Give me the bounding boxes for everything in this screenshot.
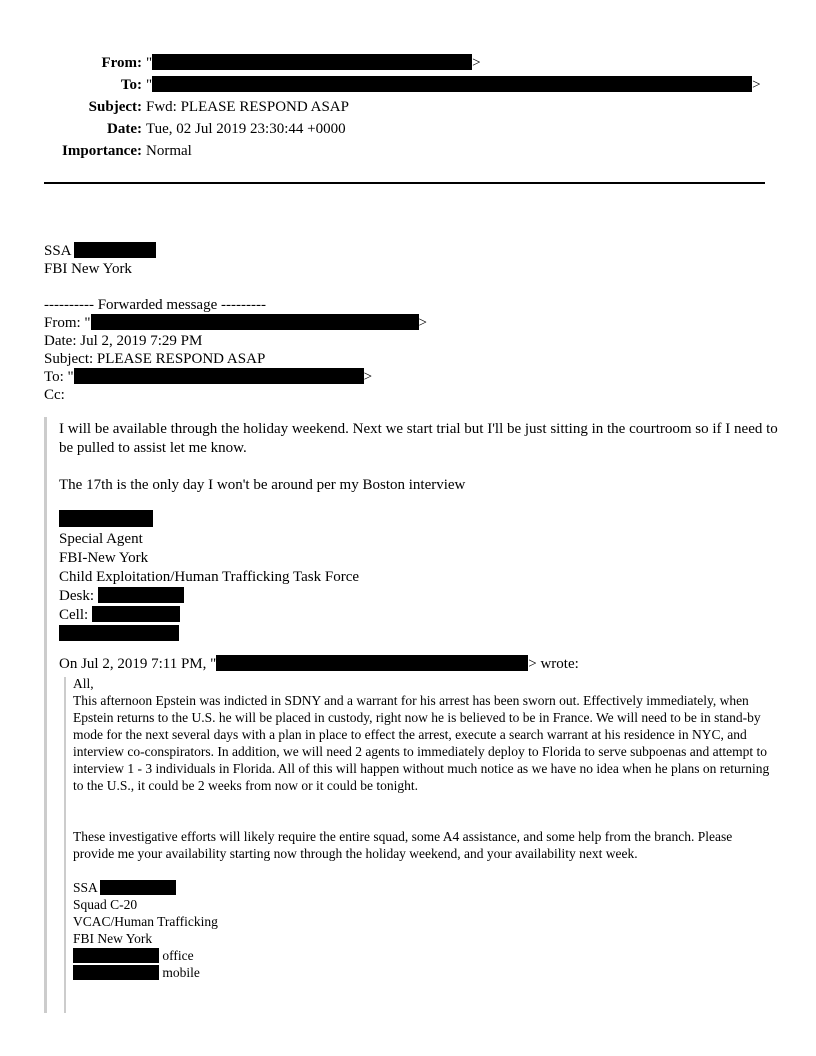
redaction-block [74,242,156,258]
sender-office: FBI New York [44,261,132,277]
forwarded-from: From: " > [44,315,428,331]
redaction-block [100,880,176,895]
to-label: To: [120,77,142,93]
forwarded-header [44,296,427,404]
reply-sig-desk: Desk: [59,587,359,606]
reply-signature [59,510,359,644]
redaction-block [152,76,752,92]
importance-label: Importance: [62,143,142,159]
from-value: " > [146,55,481,71]
reply-paragraph-1: I will be available through the holiday weekend. Next we start trial but I'll be just sitting in the courtroom so if I need to be pulled to assist let me know. [59,421,778,456]
reply-paragraph-2: The 17th is the only day I won't be around per my Boston interview [59,477,466,493]
original-sig-office: FBI New York [73,931,153,946]
forwarded-subject: Subject: PLEASE RESPOND ASAP [44,351,266,367]
redaction-block [92,606,180,622]
original-paragraph-2: These investigative efforts will likely require the entire squad, some A4 assistance, and some help from the branch. Please provide me your availability starting now through the holiday weekend, and your availability next week. [73,829,733,861]
redaction-block [74,368,364,384]
date-label: Date: [107,121,142,137]
original-sig-squad: Squad C-20 [73,897,138,912]
reply-sig-unit: Child Exploitation/Human Trafficking Task Force [59,569,360,585]
original-paragraph-1: This afternoon Epstein was indicted in SDNY and a warrant for his arrest has been sworn out. Effectively immediately, when Epstein returns to the U.S. he will be placed in custody, right now he is believed to be in France. We will need to be in stand-by mode for the next several days with a plan in place to effect the arrest, execute a search warrant at his residence in NYC, and interview co-conspirators. In addition, we will need 2 agents to immediately deploy to Florida to serve subpoenas and attempt to interview 1 - 3 individuals in Florida. All of this will happen without much notice as we have no idea when he plans on returning to the U.S., it could be 2 weeks from now or it could be tonight. [73,693,770,793]
redaction-block [59,625,179,641]
from-label: From: [101,55,142,71]
sender-signature [44,242,156,278]
reply-sig-cell: Cell: [59,606,359,625]
original-sig-mobile-phone: mobile [73,964,218,981]
redaction-block [216,655,528,671]
redaction-block [59,510,153,527]
redaction-block [73,948,159,963]
original-attribution: On Jul 2, 2019 7:11 PM, " > wrote: [59,656,579,672]
subject-value: Fwd: PLEASE RESPOND ASAP [146,99,349,115]
original-signature [73,879,218,981]
redaction-block [98,587,184,603]
original-sig-title: SSA [73,879,218,896]
original-sig-office-phone: office [73,947,218,964]
importance-value: Normal [146,143,192,159]
redaction-block [73,965,159,980]
quote-bar-outer [44,417,47,1013]
redaction-block [152,54,472,70]
quote-bar-inner [64,677,66,1013]
forwarded-cc: Cc: [44,387,65,403]
date-value: Tue, 02 Jul 2019 23:30:44 +0000 [146,121,346,137]
reply-sig-office: FBI-New York [59,550,149,566]
reply-sig-role: Special Agent [59,531,143,547]
original-greeting: All, [73,676,94,691]
subject-label: Subject: [88,99,142,115]
forwarded-divider: ---------- Forwarded message --------- [44,297,266,313]
sender-title-line: SSA [44,242,156,260]
header-divider [44,182,765,184]
forwarded-to: To: " > [44,369,373,385]
redaction-block [91,314,419,330]
forwarded-date: Date: Jul 2, 2019 7:29 PM [44,333,203,349]
to-value: " > [146,77,761,93]
original-sig-unit: VCAC/Human Trafficking [73,914,218,929]
